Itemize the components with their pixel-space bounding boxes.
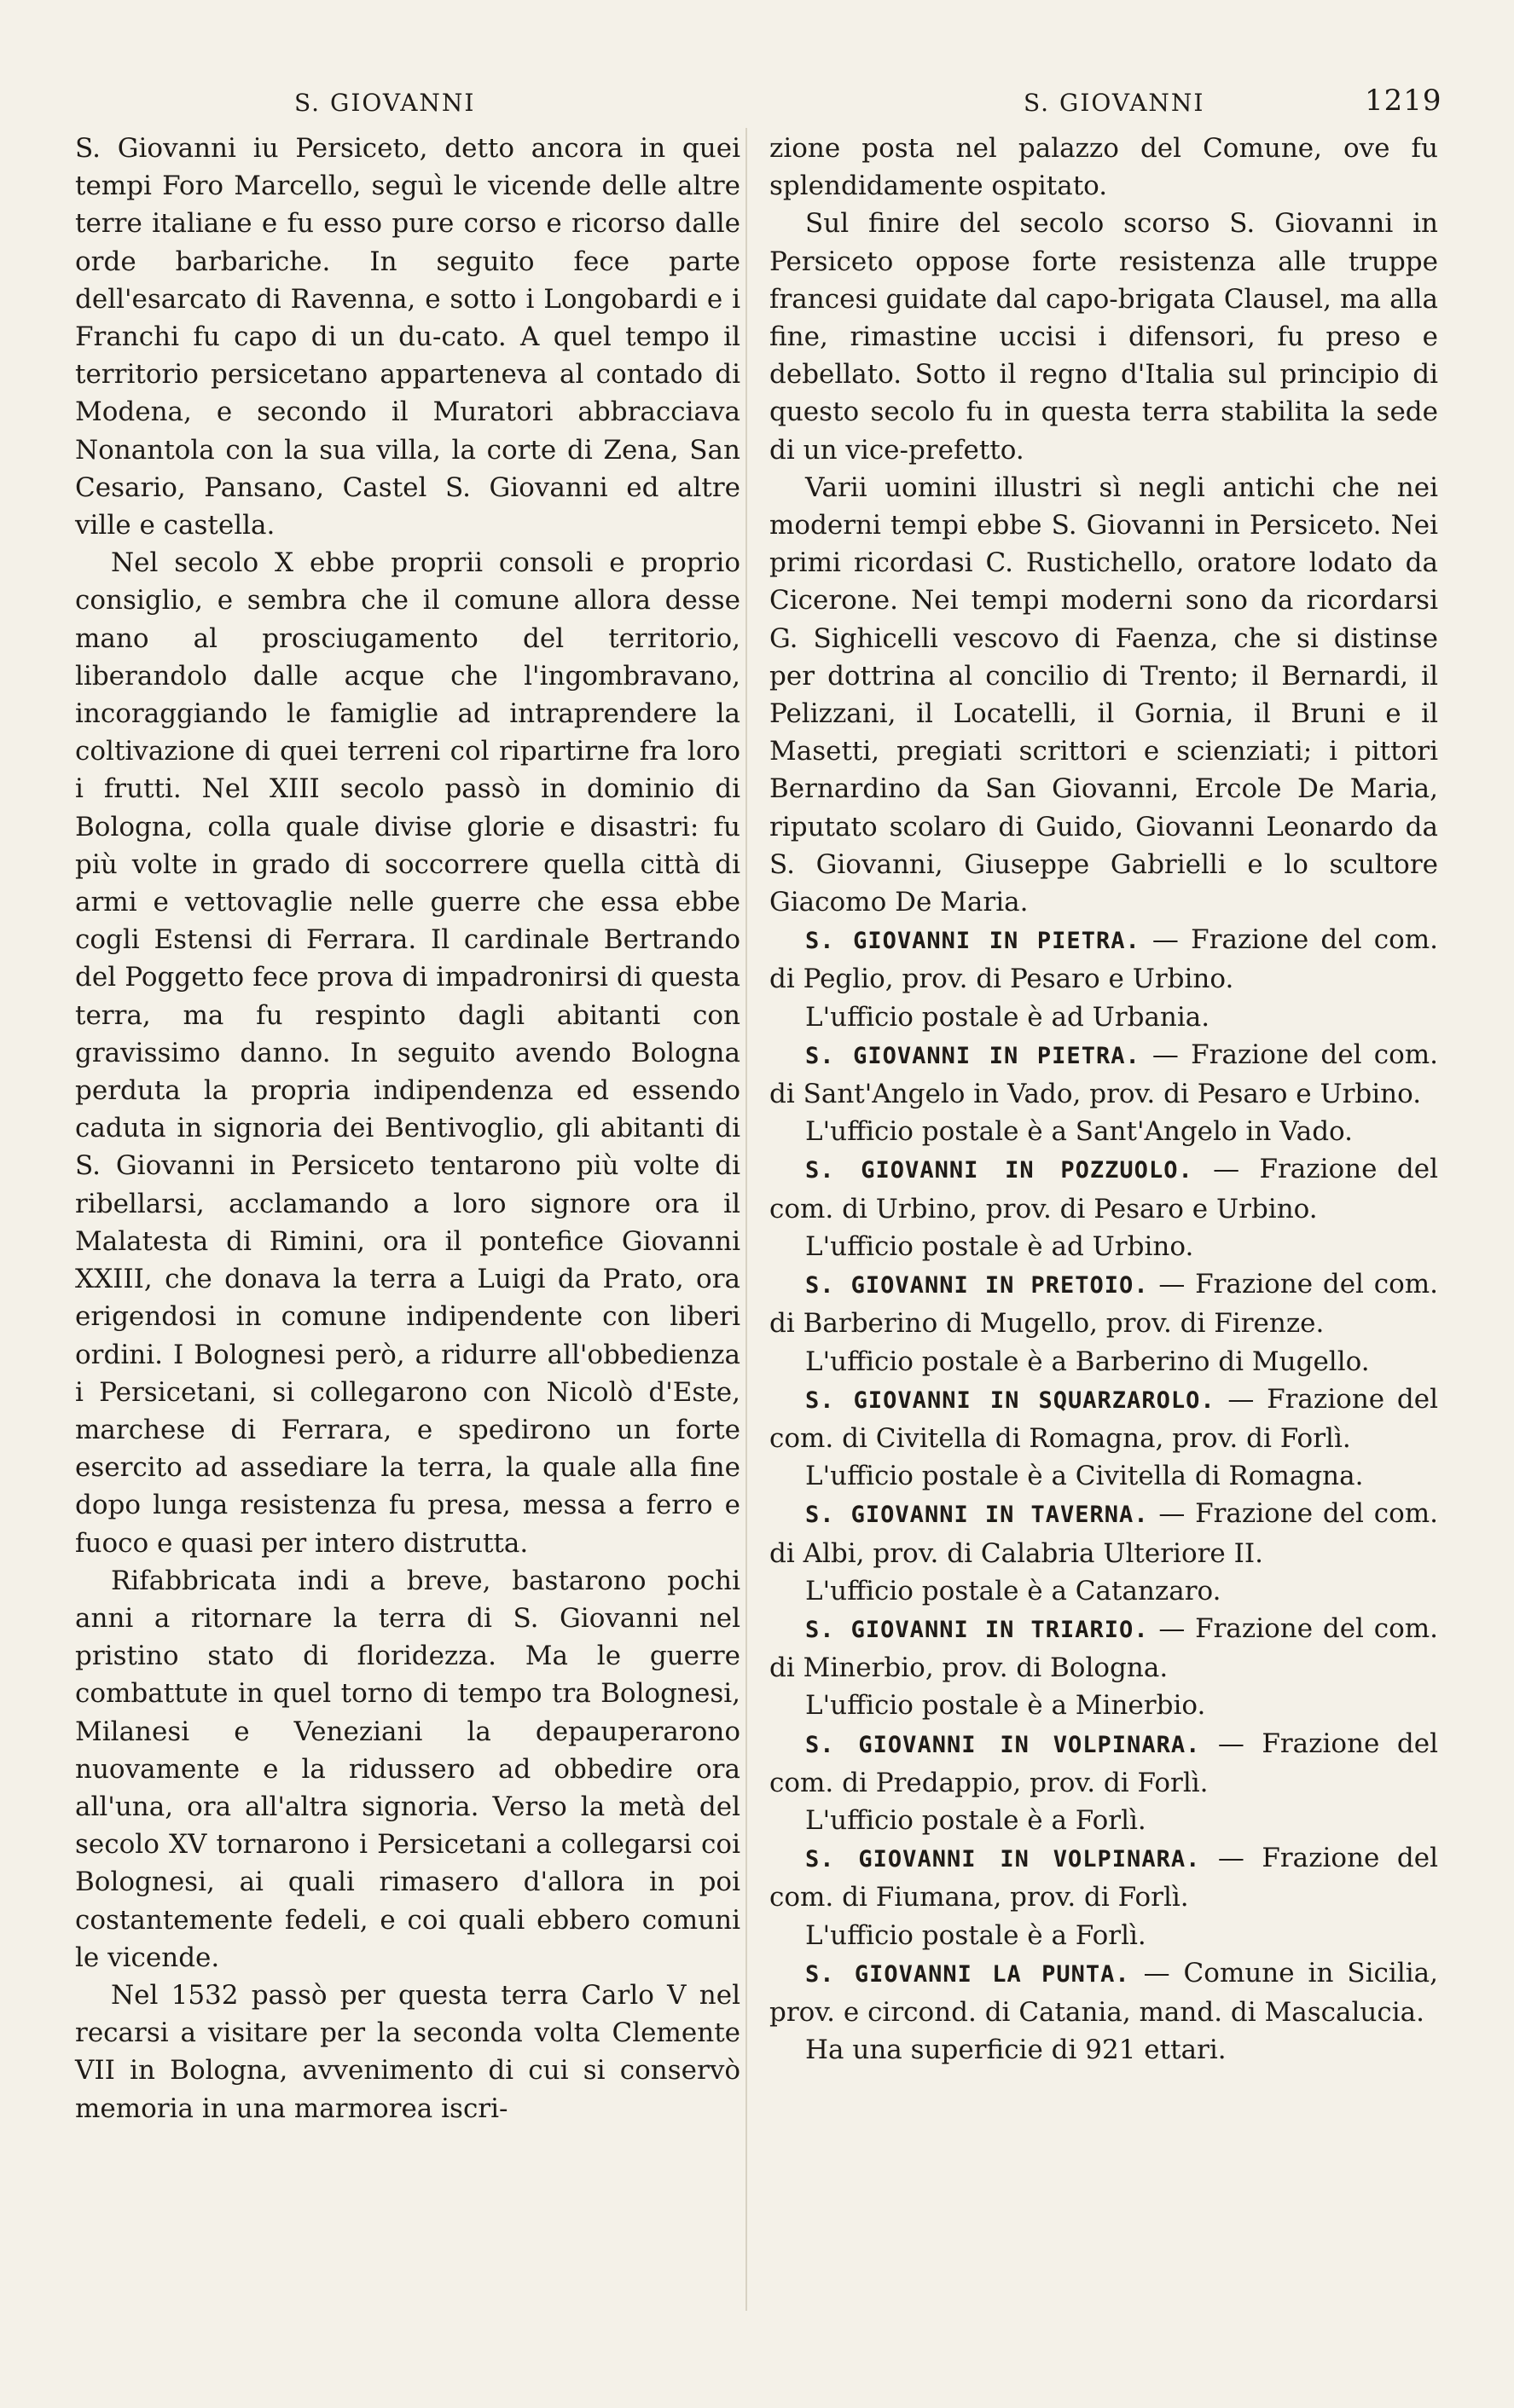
entry-body: — Frazione del com. di Peglio, prov. di Pesaro e Urbino. xyxy=(769,924,1439,995)
gazetteer-entry xyxy=(769,1150,1438,1227)
entry-body: — Frazione del com. di Urbino, prov. di Pesaro e Urbino. xyxy=(769,1154,1438,1224)
entry-heading: S. GIOVANNI IN TRIARIO. xyxy=(805,1616,1149,1643)
entry-body: — Frazione del com. di Fiumana, prov. di Forlì. xyxy=(769,1843,1438,1913)
paragraph: Nel secolo X ebbe proprii consoli e proprio consiglio, e sembra che il comune allora desse mano al prosciugamento del territorio, liberandolo dalle acque che l'ingombravano, incoraggiando le famiglie ad intraprendere la coltivazione di quei terreni col ripartirne fra loro i frutti. Nel XIII secolo passò in dominio di Bologna, colla quale divise glorie e disastri: fu più volte in grado di soccorrere quella città di armi e vettovaglie nelle guerre che essa ebbe cogli Estensi di Ferrara. Il cardinale Bertrando del Poggetto fece prova di impadronirsi di questa terra, ma fu respinto dagli abitanti con gravissimo danno. In seguito avendo Bologna perduta la propria indipendenza ed essendo caduta in signoria dei Bentivoglio, gli abitanti di S. Giovanni in Persiceto tentarono più volte di ribellarsi, acclamando a loro signore ora il Malatesta di Rimini, ora il pontefice Giovanni XXIII, che donava la terra a Luigi da Prato, ora erigendosi in comune indipendente con liberi ordini. I Bolognesi però, a ridurre all'obbedienza i Persicetani, si collegarono con Nicolò d'Este, marchese di Ferrara, e spedirono un forte esercito ad assediare la terra, la quale alla fine dopo lunga resistenza fu presa, messa a ferro e fuoco e quasi per intero distrutta. xyxy=(75,547,740,1559)
entry-note: L'ufficio postale è a Sant'Angelo in Vado. xyxy=(805,1116,1354,1148)
entry-heading: S. GIOVANNI IN PIETRA. xyxy=(805,928,1140,955)
paragraph: Nel 1532 passò per questa terra Carlo V nel recarsi a visitare per la seconda volta Clemente VII in Bologna, avvenimento di cui si conservò memoria in una marmorea iscri- xyxy=(75,1979,740,2124)
gazetteer-entry xyxy=(769,1610,1438,1687)
right-column xyxy=(769,130,1438,2069)
paragraph: Rifabbricata indi a breve, bastarono pochi anni a ritornare la terra di S. Giovanni nel pristino stato di floridezza. Ma le guerre combattute in quel torno di tempo tra Bolognesi, Milanesi e Veneziani la depauperarono nuovamente e la ridussero ad obbedire ora all'una, ora all'altra signoria. Verso la metà del secolo XV tornarono i Persicetani a collegarsi coi Bolognesi, ai quali rimasero d'allora in poi costantemente fedeli, e coi quali ebbero comuni le vicende. xyxy=(75,1565,740,1973)
left-column xyxy=(75,130,740,2127)
entry-heading: S. GIOVANNI IN SQUARZAROLO. xyxy=(805,1386,1215,1414)
entry-heading: S. GIOVANNI LA PUNTA. xyxy=(805,1960,1130,1988)
entry-note: L'ufficio postale è ad Urbania. xyxy=(805,1001,1210,1033)
entry-note: L'ufficio postale è a Minerbio. xyxy=(805,1690,1206,1722)
entry-note: L'ufficio postale è a Barberino di Mugello. xyxy=(805,1346,1370,1377)
paragraph: zione posta nel palazzo del Comune, ove fu splendidamente ospitato. xyxy=(769,133,1438,202)
entry-note: L'ufficio postale è ad Urbino. xyxy=(805,1230,1194,1262)
entry-heading: S. GIOVANNI IN PRETOIO. xyxy=(805,1272,1149,1300)
paragraph: Varii uomini illustri sì negli antichi che nei moderni tempi ebbe S. Giovanni in Persiceto. Nei primi ricordasi C. Rustichello, oratore lodato da Cicerone. Nei tempi moderni sono da ricordarsi G. Sighicelli vescovo di Faenza, che si distinse per dottrina al concilio di Trento; il Bernardi, il Pelizzani, il Locatelli, il Gornia, il Bruni e il Masetti, pregiati scrittori e scienziati; i pittori Bernardino da San Giovanni, Ercole De Maria, riputato scolaro di Guido, Giovanni Leonardo da S. Giovanni, Giuseppe Gabrielli e lo scultore Giacomo De Maria. xyxy=(769,472,1438,918)
entry-heading: S. GIOVANNI IN PIETRA. xyxy=(805,1042,1140,1069)
gazetteer-entry xyxy=(769,1725,1438,1802)
entry-body: — Frazione del com. di Barberino di Mugello, prov. di Firenze. xyxy=(769,1269,1439,1340)
entry-body: — Frazione del com. di Minerbio, prov. di Bologna. xyxy=(769,1612,1439,1684)
entry-body: — Frazione del com. di Sant'Angelo in Vado, prov. di Pesaro e Urbino. xyxy=(769,1039,1439,1110)
entry-note: L'ufficio postale è a Catanzaro. xyxy=(805,1575,1221,1606)
page-number: 1219 xyxy=(1365,84,1442,118)
gazetteer-entry xyxy=(769,1265,1438,1342)
paragraph: Sul finire del secolo scorso S. Giovanni in Persiceto oppose forte resistenza alle truppe francesi guidate dal capo-brigata Clausel, ma alla fine, rimastine uccisi i difensori, fu preso e debellato. Sotto il regno d'Italia sul principio di questo secolo fu in questa terra stabilita la sede di un vice-prefetto. xyxy=(769,208,1438,466)
gazetteer-entry xyxy=(769,1036,1438,1113)
entry-heading: S. GIOVANNI IN TAVERNA. xyxy=(805,1502,1149,1529)
entry-heading: S. GIOVANNI IN VOLPINARA. xyxy=(805,1731,1201,1758)
entry-heading: S. GIOVANNI IN POZZUOLO. xyxy=(805,1157,1193,1184)
entry-body: — Frazione del com. di Predappio, prov. di Forlì. xyxy=(769,1728,1438,1798)
gazetteer-entry xyxy=(769,921,1438,998)
gazetteer-entry xyxy=(769,1381,1438,1457)
entry-note: L'ufficio postale è a Forlì. xyxy=(805,1804,1146,1836)
entry-body: — Frazione del com. di Albi, prov. di Calabria Ulteriore II. xyxy=(769,1498,1439,1569)
gazetteer-entry xyxy=(769,1839,1438,1916)
paragraph: S. Giovanni iu Persiceto, detto ancora in quei tempi Foro Marcello, seguì le vicende delle altre terre italiane e fu esso pure corso e ricorso dalle orde barbariche. In seguito fece parte dell'esarcato di Ravenna, e sotto i Longobardi e i Franchi fu capo di un du-cato. A quel tempo il territorio persicetano apparteneva al contado di Modena, e secondo il Muratori abbracciava Nonantola con la sua villa, la corte di Zena, San Cesario, Pansano, Castel S. Giovanni ed altre ville e castella. xyxy=(75,133,740,541)
entry-note: L'ufficio postale è a Forlì. xyxy=(805,1919,1146,1951)
entry-note: Ha una superficie di 921 ettari. xyxy=(805,2035,1227,2066)
entry-body: — Frazione del com. di Civitella di Romagna, prov. di Forlì. xyxy=(769,1383,1438,1454)
entry-body: — Comune in Sicilia, prov. e circond. di Catania, mand. di Mascalucia. xyxy=(769,1957,1438,2028)
entry-heading: S. GIOVANNI IN VOLPINARA. xyxy=(805,1846,1201,1873)
running-header-left: S. GIOVANNI xyxy=(294,89,476,117)
gazetteer-entry xyxy=(769,1495,1438,1572)
running-header-right: S. GIOVANNI xyxy=(1024,89,1205,117)
gazetteer-entry xyxy=(769,1954,1438,2031)
column-divider xyxy=(745,128,747,2311)
entry-note: L'ufficio postale è a Civitella di Romagna. xyxy=(805,1461,1364,1492)
